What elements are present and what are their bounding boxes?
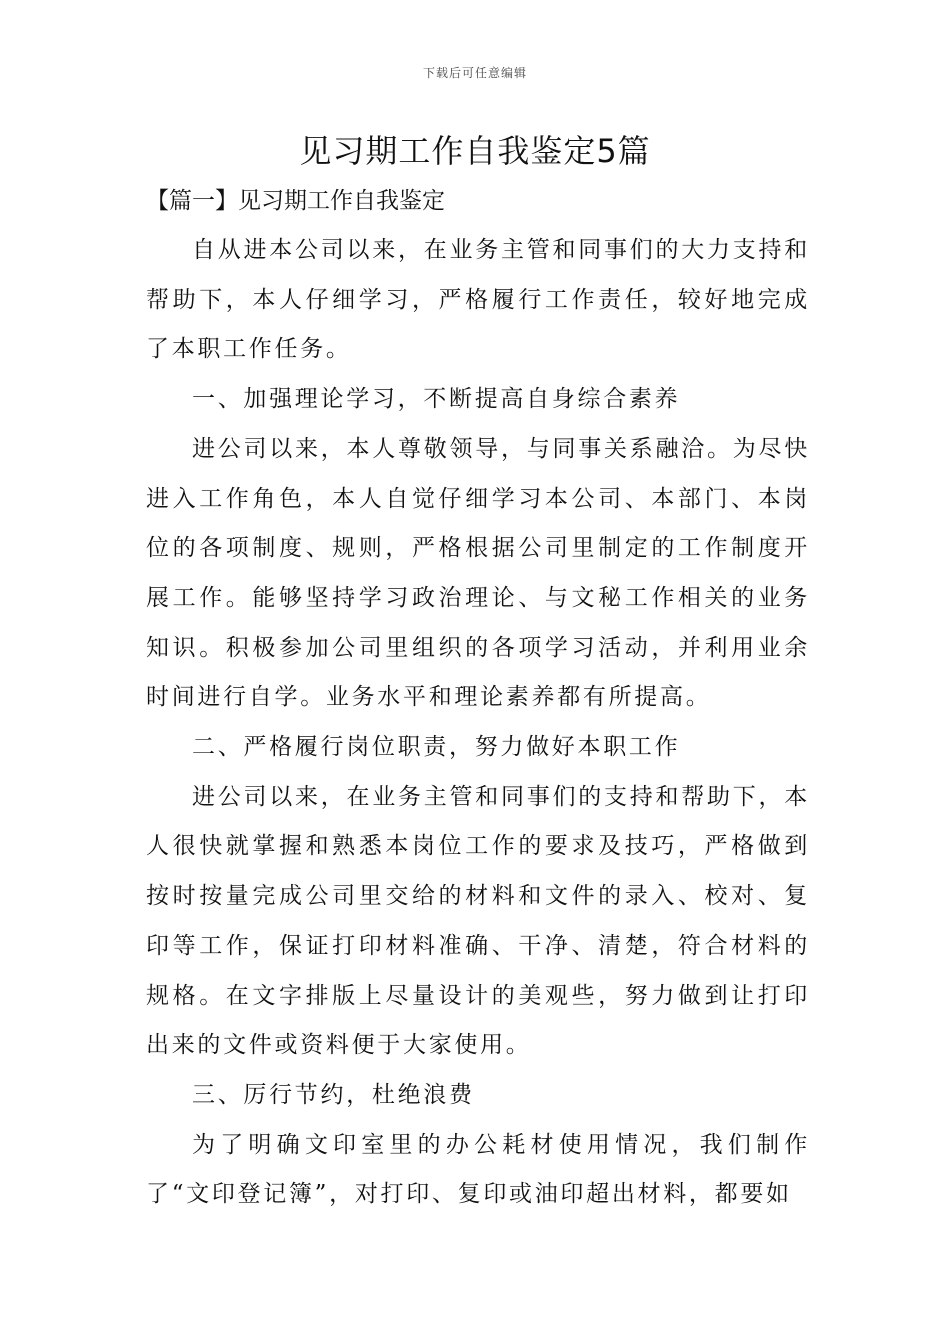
subheading-2: 二、严格履行岗位职责，努力做好本职工作 — [192, 734, 681, 761]
subheading-3: 三、厉行节约，杜绝浪费 — [192, 1081, 475, 1108]
header-note: 下载后可任意编辑 — [422, 66, 527, 80]
paragraph-intro: 自从进本公司以来，在业务主管和同事们的大力支持和帮助下，本人仔细学习，严格履行工作责任，较好地完成了本职工作任务。 — [146, 237, 810, 363]
document-title: 见习期工作自我鉴定5篇 — [299, 132, 651, 170]
paragraph-2: 进公司以来，在业务主管和同事们的支持和帮助下，本人很快就掌握和熟悉本岗位工作的要求及技巧，严格做到按时按量完成公司里交给的材料和文件的录入、校对、复印等工作，保证打印材料准确、干净、清楚，符合材料的规格。在文字排版上尽量设计的美观些，努力做到让打印出来的文件或资料便于大家使用。 — [146, 783, 810, 1059]
section-heading: 【篇一】见习期工作自我鉴定 — [146, 188, 445, 214]
document-body — [146, 226, 810, 1220]
paragraph-1: 进公司以来，本人尊敬领导，与同事关系融洽。为尽快进入工作角色，本人自觉仔细学习本公司、本部门、本岗位的各项制度、规则，严格根据公司里制定的工作制度开展工作。能够坚持学习政治理论、与文秘工作相关的业务知识。积极参加公司里组织的各项学习活动，并利用业余时间进行自学。业务水平和理论素养都有所提高。 — [146, 435, 810, 711]
paragraph-3: 为了明确文印室里的办公耗材使用情况，我们制作了“文印登记簿”，对打印、复印或油印超出材料，都要如 — [146, 1131, 810, 1208]
subheading-1: 一、加强理论学习，不断提高自身综合素养 — [192, 386, 681, 413]
